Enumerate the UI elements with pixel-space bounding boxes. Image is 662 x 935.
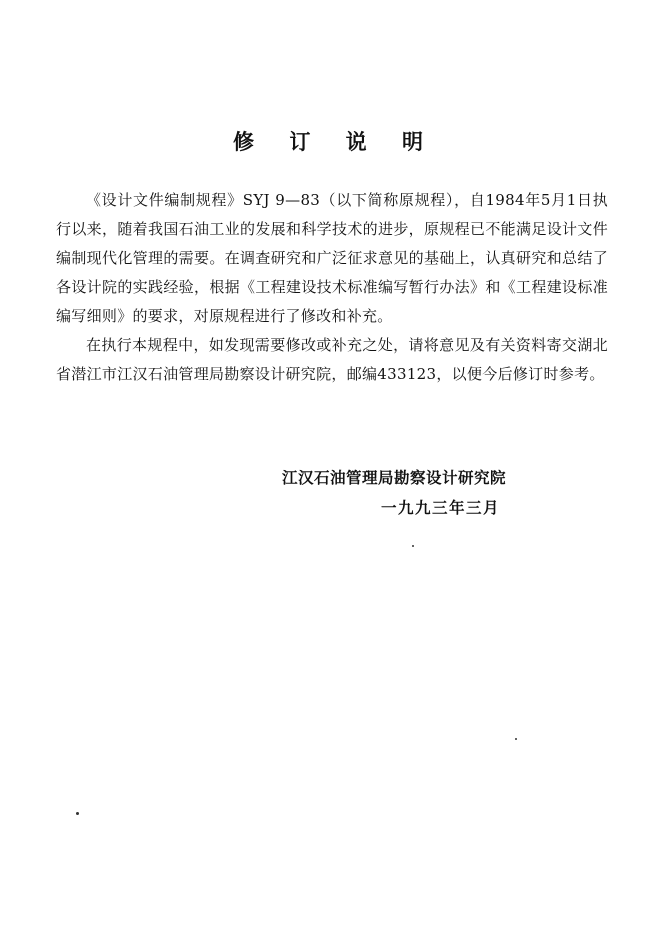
- paragraph-1: 《设计文件编制规程》SYJ 9—83（以下简称原规程），自1984年5月1日执行以来，随着我国石油工业的发展和科学技术的进步，原规程已不能满足设计文件编制现代化管理的需要。在调查研究和广泛征求意见的基础上，认真研究和总结了各设计院的实践经验，根据《工程建设技术标准编写暂行办法》和《工程建设标准编写细则》的要求，对原规程进行了修改和补充。: [56, 191, 608, 325]
- signature-block: [282, 463, 582, 523]
- signature-date: 一九九三年三月: [381, 499, 501, 517]
- scan-speck: [515, 738, 517, 740]
- body-text: [56, 186, 608, 389]
- scan-speck: [412, 545, 414, 547]
- page-title: 修 订 说 明: [233, 130, 437, 154]
- paragraph-2: 在执行本规程中，如发现需要修改或补充之处，请将意见及有关资料寄交湖北省潜江市江汉石油管理局勘察设计研究院，邮编433123，以便今后修订时参考。: [56, 336, 608, 383]
- scan-speck: [76, 812, 79, 815]
- signature-organization: 江汉石油管理局勘察设计研究院: [282, 469, 507, 487]
